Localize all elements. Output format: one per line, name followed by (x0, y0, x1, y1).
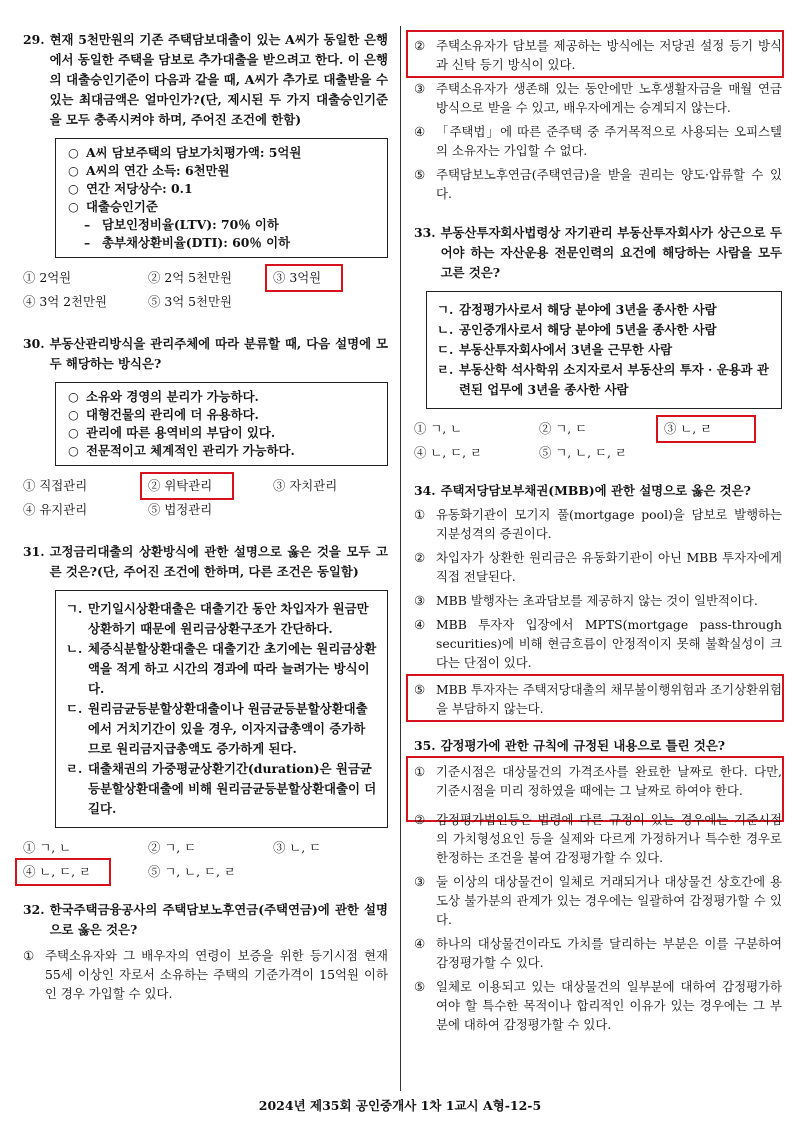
question-number: 34. (414, 483, 436, 498)
option-4[interactable]: ④ 「주택법」에 따른 준주택 중 주거목적으로 사용되는 오피스텔의 소유자는 가입할 수 없다. (414, 124, 782, 158)
right-column (414, 36, 782, 1039)
option-2[interactable]: ② 감정평가법인등은 법령에 다른 규정이 있는 경우에는 기준시점의 가치형성요인 등을 실제와 다르게 가정하거나 특수한 경우로 한정하는 조건을 붙여 감정평가할 수 있다. (414, 812, 782, 865)
option-5[interactable]: ⑤ 법정관리 (148, 502, 213, 517)
option-2[interactable]: ② ㄱ, ㄷ (148, 840, 197, 855)
question-number: 29. (23, 32, 45, 47)
option-3[interactable]: ③ 자치관리 (273, 478, 338, 493)
question-32-continued (414, 36, 782, 203)
question-number: 33. (414, 225, 436, 240)
page-footer: 2024년 제35회 공인중개사 1차 1교시 A형-12-5 (258, 1098, 542, 1113)
question-text: 현재 5천만원의 기존 주택담보대출이 있는 A씨가 동일한 은행에서 동일한 주택을 담보로 추가대출을 받으려고 한다. 이 은행의 대출승인기준이 다음과 같을 때, A씨가 추가로 대출받을 수 있는 최대금액은 얼마인가?(단, 제시된 두 가지 대출승인기준을 모두 충족시켜야 하며, 주어진 조건에 한함) (49, 32, 388, 127)
option-2[interactable]: ② 위탁관리 (148, 478, 213, 493)
statement-item: ㄱ. 감정평가사로서 해당 분야에 3년을 종사한 사람 (437, 302, 717, 317)
option-3[interactable]: ③ 3억원 (273, 270, 322, 285)
condition-item: ○ 연간 저당상수: 0.1 (68, 181, 193, 196)
option-5[interactable]: ⑤ ㄱ, ㄴ, ㄷ, ㄹ (539, 445, 627, 460)
option-3[interactable]: ③ 둘 이상의 대상물건이 일체로 거래되거나 대상물건 상호간에 용도상 불가분의 관계가 있는 경우에는 일괄하여 감정평가할 수 있다. (414, 874, 782, 927)
option-5[interactable]: ⑤ MBB 투자자는 주택저당대출의 채무불이행위험과 조기상환위험을 부담하지 않는다. (414, 680, 782, 718)
question-34 (414, 481, 782, 718)
question-31 (23, 542, 388, 884)
answer-highlight (656, 415, 756, 443)
condition-item: ○ 대출승인기준 (68, 199, 158, 214)
answer-options (23, 266, 388, 314)
condition-subitem: – 총부채상환비율(DTI): 60％ 이하 (84, 235, 291, 250)
option-4[interactable]: ④ MBB 투자자 입장에서 MPTS(mortgage pass-through securities)에 비해 현금흐름이 안정적이지 못해 불확실성이 크다는 단점이 있다. (414, 617, 782, 670)
option-5[interactable]: ⑤ 주택담보노후연금(주택연금)을 받을 권리는 양도·압류할 수 있다. (414, 167, 782, 201)
statement-item: ㄷ. 부동산투자회사에서 3년을 근무한 사람 (437, 342, 673, 357)
question-number: 35. (414, 738, 436, 753)
option-1[interactable]: ① ㄱ, ㄴ (23, 840, 72, 855)
option-2[interactable]: ② 주택소유자가 담보를 제공하는 방식에는 저당권 설정 등기 방식과 신탁 등기 방식이 있다. (414, 36, 782, 74)
option-1[interactable]: ① 2억원 (23, 270, 72, 285)
option-3[interactable]: ③ ㄴ, ㄹ (664, 421, 713, 436)
answer-highlight (265, 264, 343, 292)
condition-item: ○ 전문적이고 체계적인 관리가 가능하다. (68, 443, 295, 458)
option-3[interactable]: ③ ㄴ, ㄷ (273, 840, 322, 855)
statement-box (426, 291, 782, 409)
question-text: 감정평가에 관한 규칙에 규정된 내용으로 틀린 것은? (440, 738, 726, 753)
option-4[interactable]: ④ 하나의 대상물건이라도 가치를 달리하는 부분은 이를 구분하여 감정평가할 수 있다. (414, 936, 782, 970)
option-3[interactable]: ③ MBB 발행자는 초과담보를 제공하지 않는 것이 일반적이다. (414, 593, 758, 608)
condition-item: ○ A씨의 연간 소득: 6천만원 (68, 163, 230, 178)
question-number: 30. (23, 336, 45, 351)
answer-highlight (140, 472, 234, 500)
answer-highlight (406, 674, 784, 722)
question-text: 부동산투자회사법령상 자기관리 부동산투자회사가 상근으로 두어야 하는 자산운용 전문인력의 요건에 해당하는 사람을 모두 고른 것은? (440, 225, 782, 280)
condition-item: ○ A씨 담보주택의 담보가치평가액: 5억원 (68, 145, 302, 160)
answer-options (23, 836, 388, 884)
statement-item: ㄴ. 체증식분할상환대출은 대출기간 초기에는 원리금상환액을 적게 하고 시간의 경과에 따라 늘려가는 방식이다. (66, 641, 377, 696)
answer-highlight (15, 858, 111, 886)
option-1[interactable]: ① 주택소유자와 그 배우자의 연령이 보증을 위한 등기시점 현재 55세 이상인 자로서 소유하는 주택의 기준가격이 15억원 이하인 경우 가입할 수 있다. (23, 948, 388, 1001)
option-1[interactable]: ① ㄱ, ㄴ (414, 421, 463, 436)
option-4[interactable]: ④ 유지관리 (23, 502, 88, 517)
question-32 (23, 900, 388, 1003)
question-text: 한국주택금융공사의 주택담보노후연금(주택연금)에 관한 설명으로 옳은 것은? (49, 902, 388, 937)
column-divider (400, 26, 401, 1091)
answer-options (23, 474, 388, 522)
option-5[interactable]: ⑤ 3억 5천만원 (148, 294, 232, 309)
question-35 (414, 736, 782, 1034)
condition-box (55, 382, 388, 466)
condition-subitem: – 담보인정비율(LTV): 70％ 이하 (84, 217, 279, 232)
condition-box (55, 138, 388, 258)
question-number: 32. (23, 902, 45, 917)
question-29 (23, 30, 388, 314)
option-1[interactable]: ① 기준시점은 대상물건의 가격조사를 완료한 날짜로 한다. 다만, 기준시점을 미리 정하였을 때에는 그 날짜로 하여야 한다. (414, 762, 782, 800)
statement-box (55, 590, 388, 828)
condition-item: ○ 대형건물의 관리에 더 유용하다. (68, 407, 259, 422)
statement-item: ㄹ. 부동산학 석사학위 소지자로서 부동산의 투자 · 운용과 관련된 업무에 3년을 종사한 사람 (437, 362, 769, 397)
answer-options (414, 417, 782, 465)
option-3[interactable]: ③ 주택소유자가 생존해 있는 동안에만 노후생활자금을 매월 연금 방식으로 받을 수 있고, 배우자에게는 승계되지 않는다. (414, 81, 782, 115)
option-4[interactable]: ④ 3억 2천만원 (23, 294, 107, 309)
option-1[interactable]: ① 직접관리 (23, 478, 88, 493)
option-4[interactable]: ④ ㄴ, ㄷ, ㄹ (414, 445, 482, 460)
option-2[interactable]: ② ㄱ, ㄷ (539, 421, 588, 436)
statement-item: ㄹ. 대출채권의 가중평균상환기간(duration)은 원금균등분할상환대출에 비해 원리금균등분할상환대출이 더 길다. (66, 761, 377, 816)
condition-item: ○ 소유와 경영의 분리가 가능하다. (68, 389, 259, 404)
answer-highlight (406, 30, 784, 78)
question-30 (23, 334, 388, 522)
option-1[interactable]: ① 유동화기관이 모기지 풀(mortgage pool)을 담보로 발행하는 지분성격의 증권이다. (414, 507, 782, 541)
option-2[interactable]: ② 차입자가 상환한 원리금은 유동화기관이 아닌 MBB 투자자에게 직접 전달된다. (414, 550, 782, 584)
option-4[interactable]: ④ ㄴ, ㄷ, ㄹ (23, 864, 91, 879)
statement-item: ㄱ. 만기일시상환대출은 대출기간 동안 차입자가 원금만 상환하기 때문에 원리금상환구조가 간단하다. (66, 601, 369, 636)
statement-item: ㄷ. 원리금균등분할상환대출이나 원금균등분할상환대출에서 거치기간이 있을 경우, 이자지급총액이 증가하므로 원리금지급총액도 증가하게 된다. (66, 701, 368, 756)
question-text: 부동산관리방식을 관리주체에 따라 분류할 때, 다음 설명에 모두 해당하는 방식은? (49, 336, 388, 371)
left-column (23, 30, 388, 1008)
statement-item: ㄴ. 공인중개사로서 해당 분야에 5년을 종사한 사람 (437, 322, 717, 337)
question-text: 고정금리대출의 상환방식에 관한 설명으로 옳은 것을 모두 고른 것은?(단, 주어진 조건에 한하며, 다른 조건은 동일함) (49, 544, 388, 579)
option-5[interactable]: ⑤ 일체로 이용되고 있는 대상물건의 일부분에 대하여 감정평가하여야 할 특수한 목적이나 합리적인 이유가 있는 경우에는 그 부분에 대하여 감정평가할 수 있다. (414, 979, 782, 1032)
question-number: 31. (23, 544, 45, 559)
condition-item: ○ 관리에 따른 용역비의 부담이 있다. (68, 425, 276, 440)
option-2[interactable]: ② 2억 5천만원 (148, 270, 232, 285)
option-5[interactable]: ⑤ ㄱ, ㄴ, ㄷ, ㄹ (148, 864, 236, 879)
question-33 (414, 223, 782, 465)
question-text: 주택저당담보부채권(MBB)에 관한 설명으로 옳은 것은? (440, 483, 751, 498)
